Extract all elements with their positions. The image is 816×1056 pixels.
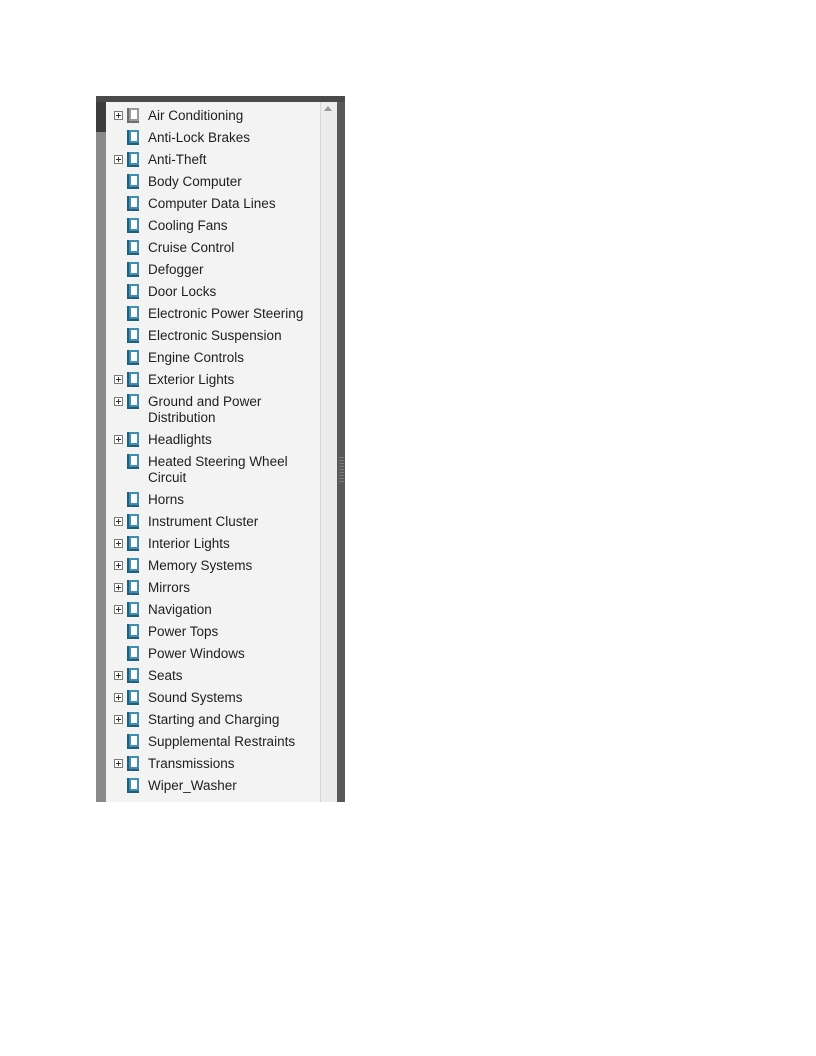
tree-node[interactable]: [106, 303, 320, 325]
navigation-pane: [96, 96, 345, 802]
tree-node-label[interactable]: Supplemental Restraints: [148, 734, 296, 749]
bookmark-book-icon: [127, 624, 139, 639]
bookmark-book-icon: [127, 108, 139, 123]
tree-node-label[interactable]: Starting and Charging: [148, 712, 280, 727]
tree-node-label[interactable]: Heated Steering Wheel Circuit: [148, 454, 288, 485]
tree-node-label[interactable]: Memory Systems: [148, 558, 253, 573]
tree-node-label[interactable]: Power Windows: [148, 646, 245, 661]
bookmark-book-icon: [127, 668, 139, 683]
bookmark-book-icon: [127, 558, 139, 573]
vertical-scrollbar[interactable]: [320, 102, 337, 802]
bookmark-book-icon: [127, 690, 139, 705]
expand-plus-icon[interactable]: [114, 155, 123, 164]
bookmark-book-icon: [127, 350, 139, 365]
tree-node[interactable]: [106, 347, 320, 369]
bookmark-book-icon: [127, 602, 139, 617]
bookmark-book-icon: [127, 454, 139, 469]
bookmark-book-icon: [127, 130, 139, 145]
tree-node-label[interactable]: Electronic Power Steering: [148, 306, 304, 321]
tree-node-label[interactable]: Anti-Lock Brakes: [148, 130, 251, 145]
tree-node[interactable]: [106, 599, 320, 621]
tree-node-label[interactable]: Wiper_Washer: [148, 778, 237, 793]
tree-node[interactable]: [106, 215, 320, 237]
tree-node[interactable]: [106, 391, 320, 429]
tree-node-label[interactable]: Seats: [148, 668, 183, 683]
tree-node-label[interactable]: Exterior Lights: [148, 372, 235, 387]
tree-node[interactable]: [106, 281, 320, 303]
bookmark-book-icon: [127, 778, 139, 793]
tree-node-label[interactable]: Horns: [148, 492, 185, 507]
tree-node-label[interactable]: Sound Systems: [148, 690, 243, 705]
tree-node[interactable]: [106, 171, 320, 193]
tree-node[interactable]: [106, 193, 320, 215]
bookmark-book-icon: [127, 492, 139, 507]
bookmark-book-icon: [127, 394, 139, 409]
tree-node[interactable]: [106, 665, 320, 687]
bookmark-book-icon: [127, 306, 139, 321]
tree-node-label[interactable]: Navigation: [148, 602, 212, 617]
bookmark-book-icon: [127, 734, 139, 749]
tree-node-label[interactable]: Power Tops: [148, 624, 219, 639]
tree-node[interactable]: [106, 687, 320, 709]
bookmark-tree: [106, 105, 320, 797]
tree-node[interactable]: [106, 369, 320, 391]
bookmark-book-icon: [127, 536, 139, 551]
tree-node[interactable]: [106, 753, 320, 775]
expand-plus-icon[interactable]: [114, 539, 123, 548]
tree-node[interactable]: [106, 237, 320, 259]
tree-node-label[interactable]: Ground and Power Distribution: [148, 394, 262, 425]
tree-node-label[interactable]: Anti-Theft: [148, 152, 207, 167]
tree-node[interactable]: [106, 555, 320, 577]
tree-node[interactable]: [106, 127, 320, 149]
tree-node[interactable]: [106, 259, 320, 281]
pane-splitter[interactable]: [337, 102, 345, 802]
bookmarks-panel: [106, 102, 320, 802]
bookmark-book-icon: [127, 240, 139, 255]
tree-node[interactable]: [106, 731, 320, 753]
expand-plus-icon[interactable]: [114, 561, 123, 570]
tree-node[interactable]: [106, 643, 320, 665]
bookmark-book-icon: [127, 514, 139, 529]
expand-plus-icon[interactable]: [114, 435, 123, 444]
tree-node[interactable]: [106, 489, 320, 511]
tree-node-label[interactable]: Computer Data Lines: [148, 196, 276, 211]
tree-node[interactable]: [106, 429, 320, 451]
tree-node-label[interactable]: Instrument Cluster: [148, 514, 259, 529]
expand-plus-icon[interactable]: [114, 693, 123, 702]
bookmark-book-icon: [127, 218, 139, 233]
scroll-up-arrow-icon[interactable]: [324, 106, 332, 111]
tree-node-label[interactable]: Defogger: [148, 262, 204, 277]
tree-node[interactable]: [106, 325, 320, 347]
bookmark-book-icon: [127, 174, 139, 189]
tree-node-label[interactable]: Body Computer: [148, 174, 242, 189]
tree-node-label[interactable]: Mirrors: [148, 580, 190, 595]
pane-left-border: [96, 102, 106, 802]
expand-plus-icon[interactable]: [114, 759, 123, 768]
bookmark-book-icon: [127, 580, 139, 595]
bookmark-book-icon: [127, 712, 139, 727]
tree-node[interactable]: [106, 149, 320, 171]
tree-node-label[interactable]: Cruise Control: [148, 240, 235, 255]
bookmark-book-icon: [127, 372, 139, 387]
expand-plus-icon[interactable]: [114, 111, 123, 120]
expand-plus-icon[interactable]: [114, 583, 123, 592]
tree-node[interactable]: [106, 621, 320, 643]
expand-plus-icon[interactable]: [114, 671, 123, 680]
tree-node[interactable]: [106, 105, 320, 127]
tree-node-label[interactable]: Engine Controls: [148, 350, 245, 365]
bookmark-book-icon: [127, 646, 139, 661]
bookmark-book-icon: [127, 196, 139, 211]
tree-node-label[interactable]: Electronic Suspension: [148, 328, 282, 343]
bookmark-book-icon: [127, 756, 139, 771]
tree-node-label[interactable]: Air Conditioning: [148, 108, 244, 123]
tree-node-label[interactable]: Headlights: [148, 432, 212, 447]
bookmark-book-icon: [127, 152, 139, 167]
bookmark-book-icon: [127, 328, 139, 343]
bookmark-book-icon: [127, 432, 139, 447]
expand-plus-icon[interactable]: [114, 517, 123, 526]
tree-node-label[interactable]: Cooling Fans: [148, 218, 228, 233]
tree-node[interactable]: [106, 577, 320, 599]
tree-node[interactable]: [106, 775, 320, 797]
tree-node[interactable]: [106, 451, 320, 489]
tree-node[interactable]: [106, 511, 320, 533]
tree-node-label[interactable]: Interior Lights: [148, 536, 230, 551]
expand-plus-icon[interactable]: [114, 375, 123, 384]
tree-node-label[interactable]: Door Locks: [148, 284, 217, 299]
splitter-grip-icon[interactable]: [339, 457, 344, 483]
expand-plus-icon[interactable]: [114, 397, 123, 406]
bookmark-book-icon: [127, 262, 139, 277]
expand-plus-icon[interactable]: [114, 715, 123, 724]
tree-node[interactable]: [106, 709, 320, 731]
bookmark-book-icon: [127, 284, 139, 299]
expand-plus-icon[interactable]: [114, 605, 123, 614]
tree-node-label[interactable]: Transmissions: [148, 756, 235, 771]
tree-node[interactable]: [106, 533, 320, 555]
